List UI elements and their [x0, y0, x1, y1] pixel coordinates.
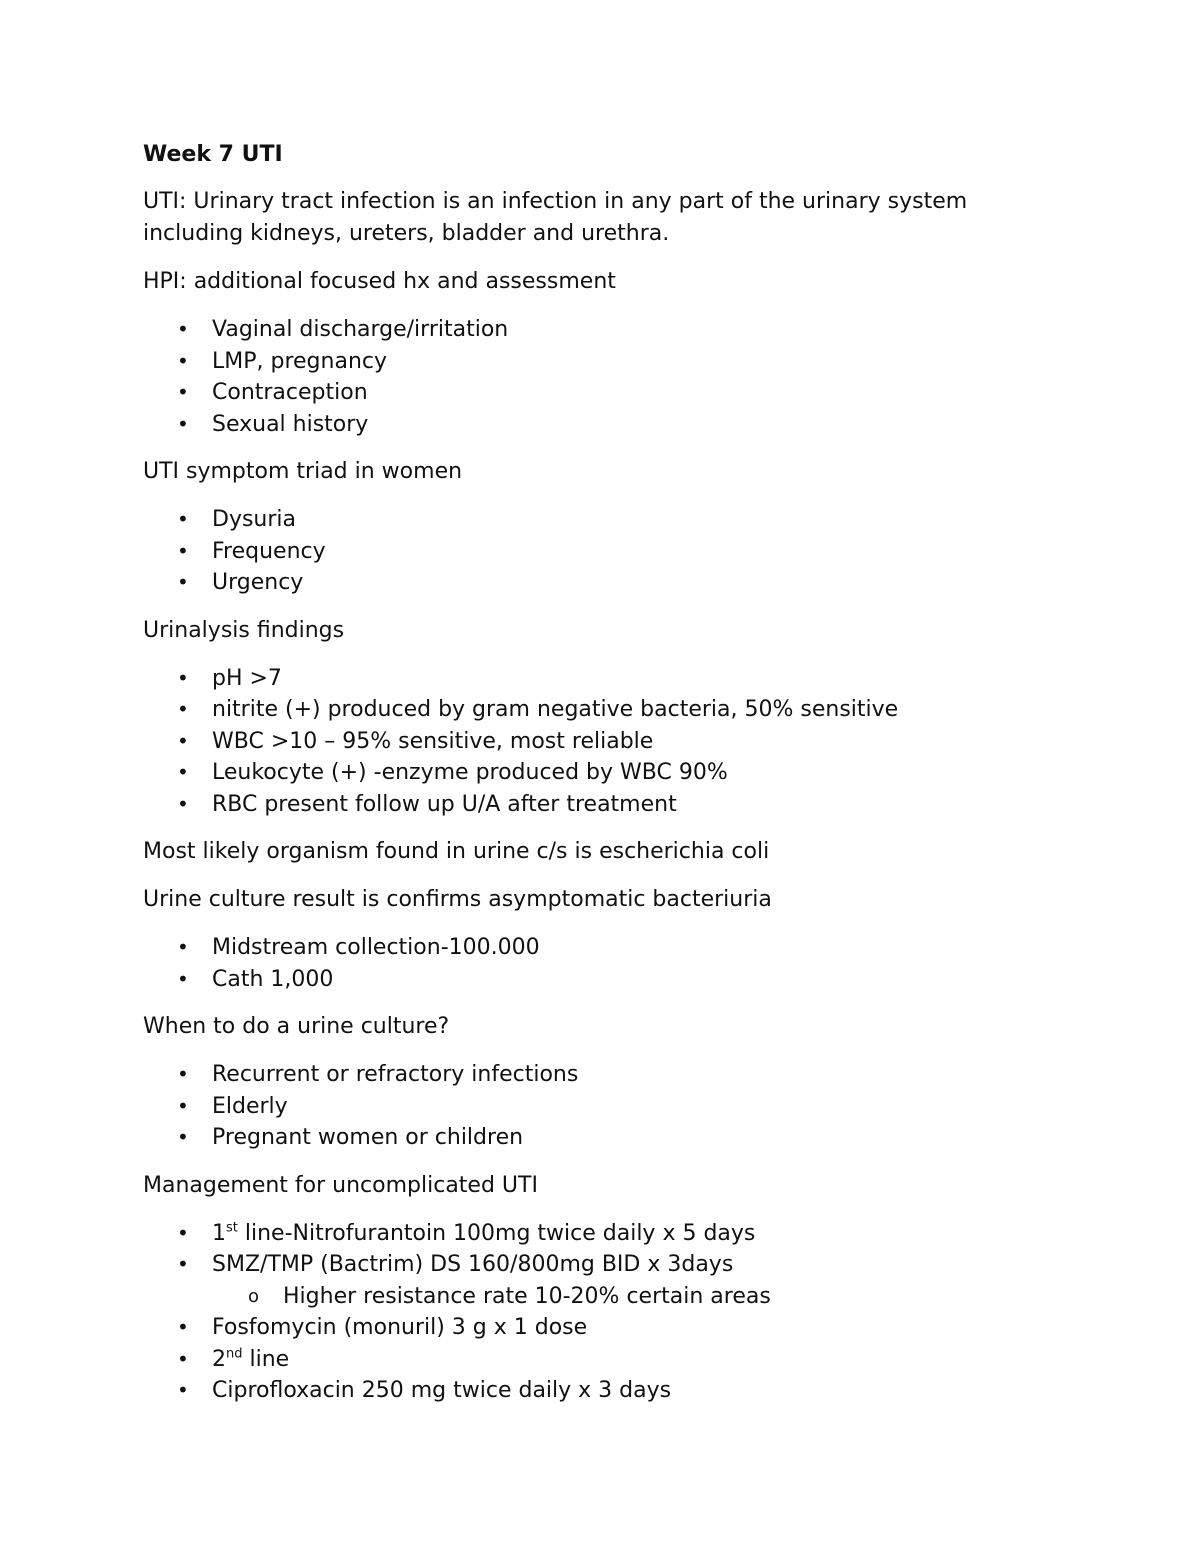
list-item: • Fosfomycin (monuril) 3 g x 1 dose — [143, 1312, 1063, 1344]
when-culture-heading: When to do a urine culture? — [143, 1014, 450, 1039]
circle-bullet-icon: o — [248, 1285, 260, 1307]
bullet-icon: • — [177, 1220, 189, 1245]
uti-definition: UTI: Urinary tract infection is an infection in any part of the urinary system including kidneys, ureters, bladder and urethra. — [143, 189, 968, 246]
bullet-icon: • — [177, 1315, 189, 1339]
list-item: • Ciprofloxacin 250 mg twice daily x 3 days — [143, 1375, 1063, 1407]
list-item: • Urgency — [143, 567, 1063, 599]
list-item: • nitrite (+) produced by gram negative bacteria, 50% sensitive — [143, 694, 1063, 726]
bullet-icon: • — [177, 411, 189, 436]
bullet-icon: • — [177, 348, 189, 373]
hpi-heading: HPI: additional focused hx and assessment — [143, 269, 616, 294]
document-title: Week 7 UTI — [143, 142, 283, 167]
hpi-list — [143, 314, 1063, 440]
management-list — [143, 1218, 1063, 1407]
bullet-icon: • — [177, 966, 189, 991]
list-item: • Pregnant women or children — [143, 1122, 1063, 1154]
bullet-icon: • — [177, 728, 189, 753]
list-item: • Contraception — [143, 377, 1063, 409]
list-item: • Vaginal discharge/irritation — [143, 314, 1063, 346]
document-page — [143, 140, 1063, 1423]
list-item: • Recurrent or refractory infections — [143, 1059, 1063, 1091]
list-item: • Leukocyte (+) -enzyme produced by WBC 90% — [143, 757, 1063, 789]
bullet-icon: • — [177, 665, 189, 690]
list-item: • Cath 1,000 — [143, 964, 1063, 996]
culture-result-list — [143, 932, 1063, 995]
bullet-icon: • — [177, 791, 189, 816]
list-item: • SMZ/TMP (Bactrim) DS 160/800mg BID x 3days — [143, 1249, 1063, 1281]
list-item: • RBC present follow up U/A after treatment — [143, 789, 1063, 821]
list-item: • pH >7 — [143, 663, 1063, 695]
list-item: • 1st line-Nitrofurantoin 100mg twice daily x 5 days — [143, 1218, 1063, 1250]
bullet-icon: • — [177, 1062, 189, 1086]
sub-list-container — [143, 1281, 1063, 1313]
triad-heading: UTI symptom triad in women — [143, 459, 463, 484]
bullet-icon: • — [177, 760, 189, 784]
triad-list — [143, 504, 1063, 599]
bullet-icon: • — [177, 538, 189, 563]
bullet-icon: • — [177, 507, 189, 531]
list-item: • Sexual history — [143, 409, 1063, 441]
list-item: • Elderly — [143, 1091, 1063, 1123]
bullet-icon: • — [177, 317, 189, 341]
bullet-icon: • — [177, 1252, 189, 1276]
urinalysis-heading: Urinalysis findings — [143, 617, 345, 643]
list-item: • WBC >10 – 95% sensitive, most reliable — [143, 726, 1063, 758]
list-item: • Midstream collection-100.000 — [143, 932, 1063, 964]
list-item: o Higher resistance rate 10-20% certain areas — [143, 1281, 1063, 1313]
bullet-icon: • — [177, 935, 189, 959]
culture-result-heading: Urine culture result is confirms asymptomatic bacteriuria — [143, 887, 772, 912]
bullet-icon: • — [177, 1378, 189, 1402]
bullet-icon: • — [177, 380, 189, 404]
list-item: • Frequency — [143, 536, 1063, 568]
organism-statement: Most likely organism found in urine c/s is escherichia coli — [143, 839, 770, 864]
list-item: • LMP, pregnancy — [143, 346, 1063, 378]
sub-list — [143, 1281, 1063, 1313]
bullet-icon: • — [177, 570, 189, 594]
bullet-icon: • — [177, 1125, 189, 1149]
when-culture-list — [143, 1059, 1063, 1154]
bullet-icon: • — [177, 697, 189, 721]
list-item: • 2nd line — [143, 1344, 1063, 1376]
list-item: • Dysuria — [143, 504, 1063, 536]
bullet-icon: • — [177, 1346, 189, 1371]
management-heading: Management for uncomplicated UTI — [143, 1172, 538, 1198]
urinalysis-list — [143, 663, 1063, 821]
bullet-icon: • — [177, 1093, 189, 1118]
